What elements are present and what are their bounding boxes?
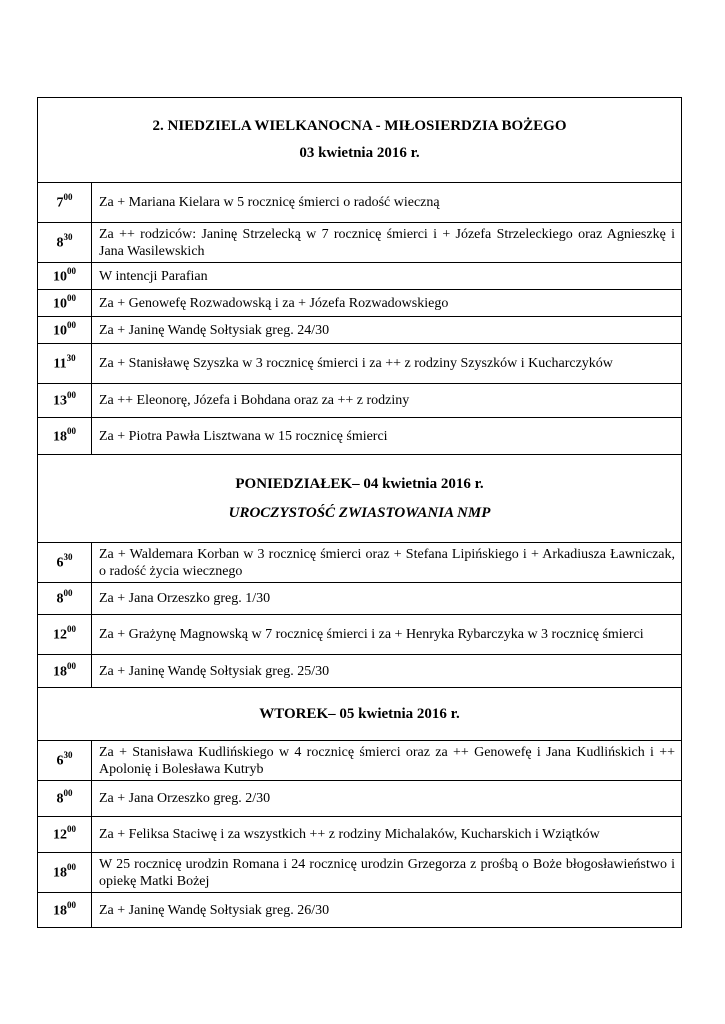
section-title: 2. NIEDZIELA WIELKANOCNA - MIŁOSIERDZIA BOŻEGO — [152, 118, 567, 134]
mass-time: $8^{00}$ — [38, 781, 92, 817]
table-row — [38, 853, 682, 893]
mass-intentions-document — [37, 97, 682, 928]
mass-time: $18^{00}$ — [38, 418, 92, 455]
table-row — [38, 317, 682, 344]
section-title: PONIEDZIAŁEK– 04 kwietnia 2016 r. — [235, 475, 484, 492]
mass-time: $10^{00}$ — [38, 263, 92, 290]
mass-intention: W intencji Parafian — [92, 263, 682, 290]
mass-time: $6^{30}$ — [38, 741, 92, 781]
section-header — [38, 688, 682, 741]
table-row — [38, 418, 682, 455]
mass-time: $12^{00}$ — [38, 817, 92, 853]
mass-time: $18^{00}$ — [38, 853, 92, 893]
mass-intention: Za + Genowefę Rozwadowską i za + Józefa Rozwadowskiego — [92, 290, 682, 317]
mass-intention: Za + Waldemara Korban w 3 rocznicę śmierci oraz + Stefana Lipińskiego i + Arkadiusza Ławniczak, o radość życia wiecznego — [92, 543, 682, 583]
mass-time: $8^{00}$ — [38, 583, 92, 615]
mass-intention: Za + Piotra Pawła Lisztwana w 15 rocznicę śmierci — [92, 418, 682, 455]
table-row — [38, 817, 682, 853]
section-date: 03 kwietnia 2016 r. — [299, 145, 420, 161]
mass-time: $13^{00}$ — [38, 384, 92, 418]
mass-time: $11^{30}$ — [38, 344, 92, 384]
table-row — [38, 384, 682, 418]
section-feast: UROCZYSTOŚĆ ZWIASTOWANIA NMP — [228, 504, 491, 521]
mass-intention: Za + Jana Orzeszko greg. 2/30 — [92, 781, 682, 817]
section-header-cell — [38, 455, 682, 543]
mass-time: $7^{00}$ — [38, 183, 92, 223]
mass-intention: W 25 rocznicę urodzin Romana i 24 rocznicę urodzin Grzegorza z prośbą o Boże błogosławieństwo i opiekę Matki Bożej — [92, 853, 682, 893]
section-header — [38, 455, 682, 543]
table-row — [38, 223, 682, 263]
mass-intention: Za + Stanisława Kudlińskiego w 4 rocznicę śmierci oraz za ++ Genowefę i Jana Kudlińskich i ++ Apolonię i Bolesława Kutryb — [92, 741, 682, 781]
table-row — [38, 183, 682, 223]
mass-intention: Za + Jana Orzeszko greg. 1/30 — [92, 583, 682, 615]
mass-intention: Za + Mariana Kielara w 5 rocznicę śmierci o radość wieczną — [92, 183, 682, 223]
mass-intention: Za + Stanisławę Szyszka w 3 rocznicę śmierci i za ++ z rodziny Szyszków i Kucharczyków — [92, 344, 682, 384]
mass-intention: Za + Grażynę Magnowską w 7 rocznicę śmierci i za + Henryka Rybarczyka w 3 rocznicę śmierci — [92, 615, 682, 655]
table-row — [38, 615, 682, 655]
mass-time: $6^{30}$ — [38, 543, 92, 583]
mass-time: $12^{00}$ — [38, 615, 92, 655]
mass-time: $10^{00}$ — [38, 290, 92, 317]
mass-time: $10^{00}$ — [38, 317, 92, 344]
section-header-cell — [38, 688, 682, 741]
mass-intention: Za + Janinę Wandę Sołtysiak greg. 24/30 — [92, 317, 682, 344]
mass-intention: Za ++ rodziców: Janinę Strzelecką w 7 rocznicę śmierci i + Józefa Strzeleckiego oraz Agnieszkę i Jana Wasilewskich — [92, 223, 682, 263]
section-header-cell — [38, 98, 682, 183]
mass-intention: Za ++ Eleonorę, Józefa i Bohdana oraz za ++ z rodziny — [92, 384, 682, 418]
table-row — [38, 781, 682, 817]
mass-intention: Za + Janinę Wandę Sołtysiak greg. 26/30 — [92, 893, 682, 928]
section-title: WTOREK– 05 kwietnia 2016 r. — [259, 705, 460, 722]
table-row — [38, 344, 682, 384]
mass-time: $18^{00}$ — [38, 655, 92, 688]
mass-intention: Za + Feliksa Staciwę i za wszystkich ++ z rodziny Michalaków, Kucharskich i Wziątków — [92, 817, 682, 853]
table-row — [38, 263, 682, 290]
mass-intention: Za + Janinę Wandę Sołtysiak greg. 25/30 — [92, 655, 682, 688]
table-row — [38, 583, 682, 615]
mass-time: $8^{30}$ — [38, 223, 92, 263]
intentions-table — [37, 97, 682, 928]
section-header — [38, 98, 682, 183]
table-row — [38, 893, 682, 928]
mass-time: $18^{00}$ — [38, 893, 92, 928]
table-row — [38, 741, 682, 781]
table-row — [38, 543, 682, 583]
table-row — [38, 655, 682, 688]
table-row — [38, 290, 682, 317]
